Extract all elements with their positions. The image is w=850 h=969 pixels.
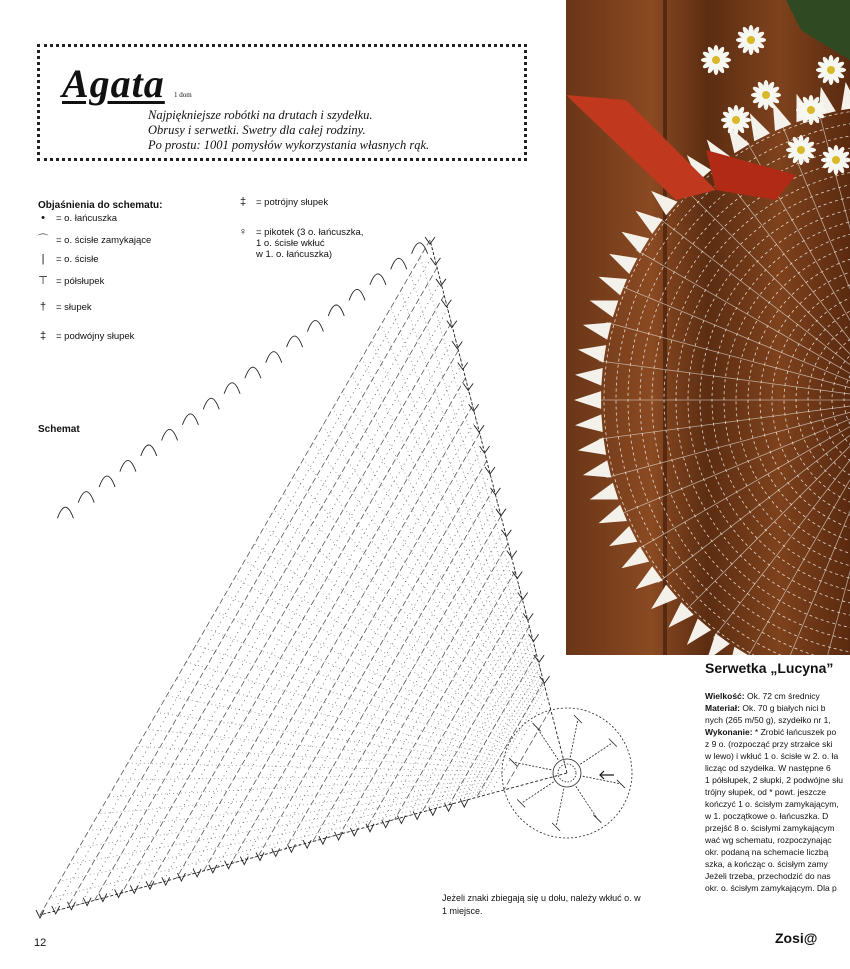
legend-text: = półsłupek bbox=[56, 276, 105, 287]
legend-text-line: 1 o. ścisłe wkłuć bbox=[256, 238, 325, 249]
tagline-line: Po prostu: 1001 pomysłów wykorzystania własnych rąk. bbox=[148, 138, 430, 152]
article-title: Serwetka „Lucyna” bbox=[705, 660, 834, 676]
article-line: szka, a kończąc o. ścisłym zamy bbox=[705, 859, 828, 869]
arrow-icon bbox=[600, 771, 614, 779]
treble-icon: ‡ bbox=[39, 330, 47, 342]
legend-text-line: = pikotek (3 o. łańcuszka, bbox=[256, 227, 364, 238]
article-line: Wykonanie: * Zrobić łańcuszek po bbox=[705, 727, 837, 737]
doily-photo bbox=[566, 0, 850, 655]
dot-icon: • bbox=[41, 212, 45, 224]
article-line: w 1. początkowe o. łańcuszka. D bbox=[705, 811, 829, 821]
double-icon: † bbox=[39, 301, 47, 313]
bar-icon: | bbox=[41, 253, 45, 265]
schemat-label: Schemat bbox=[38, 424, 80, 435]
logo-subtitle: 1 dom bbox=[174, 91, 192, 99]
legend-text: = słupek bbox=[56, 302, 92, 313]
picot-icon: ♀ bbox=[238, 226, 248, 238]
legend-text: = o. ścisłe zamykające bbox=[56, 235, 152, 246]
article-body bbox=[705, 690, 850, 930]
triple-treble-icon: ‡ bbox=[239, 196, 247, 208]
half-double-icon: ⊤ bbox=[38, 275, 48, 287]
article-line: wać wg schematu, rozpoczynając bbox=[705, 835, 832, 845]
legend-text: = o. łańcuszka bbox=[56, 213, 117, 224]
article-line: z 9 o. (rozpocząć przy strzałce ski bbox=[705, 739, 833, 749]
diagram-wedge bbox=[40, 240, 551, 915]
article-line: okr. podaną na schemacie liczbą bbox=[705, 847, 829, 857]
signature: Zosi@ bbox=[775, 930, 818, 946]
article-line: przejść 8 o. ścisłymi zamykającym bbox=[705, 823, 835, 833]
legend-text: = podwójny słupek bbox=[56, 331, 135, 342]
footnote: Jeżeli znaki zbiegają się u dołu, należy wkłuć o. w 1 miejsce. bbox=[442, 893, 641, 916]
article-line: okr. o. ścisłym zamykającym. Dla p bbox=[705, 883, 837, 893]
legend-text: = potrójny słupek bbox=[256, 197, 329, 208]
legend-text: = o. ścisłe bbox=[56, 254, 99, 265]
legend-title: Objaśnienia do schematu: bbox=[38, 200, 163, 211]
article-line: w lewo) i wkłuć 1 o. ścisłe w 2. o. ła bbox=[705, 751, 839, 761]
doily-illustration bbox=[566, 0, 850, 655]
article-line: kończyć 1 o. ścisłym zamykającym, bbox=[705, 799, 839, 809]
article-line: Jeżeli trzeba, przechodzić do nas bbox=[705, 871, 831, 881]
tagline-line: Najpiękniejsze robótki na drutach i szydełku. bbox=[148, 108, 373, 122]
arc-icon: ⌒ bbox=[37, 234, 49, 246]
diagram-edge bbox=[36, 234, 567, 918]
article-line: Wielkość: Ok. 72 cm średnicy bbox=[705, 691, 820, 701]
article-line: 1 półsłupek, 2 słupki, 2 podwójne słu bbox=[705, 775, 843, 785]
article-line: licząc od szydełka. W następne 6 bbox=[705, 763, 831, 773]
tagline-line: Obrusy i serwetki. Swetry dla całej rodziny. bbox=[148, 123, 366, 137]
article-line: trójny słupek, od * powt. jeszcze bbox=[705, 787, 826, 797]
magazine-logo: Agata bbox=[62, 61, 165, 106]
article-line: nych (265 m/50 g), szydełko nr 1, bbox=[705, 715, 831, 725]
legend-text-line: w 1. o. łańcuszka) bbox=[256, 249, 333, 260]
page-number: 12 bbox=[34, 937, 47, 949]
article-line: Materiał: Ok. 70 g białych nici b bbox=[705, 703, 826, 713]
